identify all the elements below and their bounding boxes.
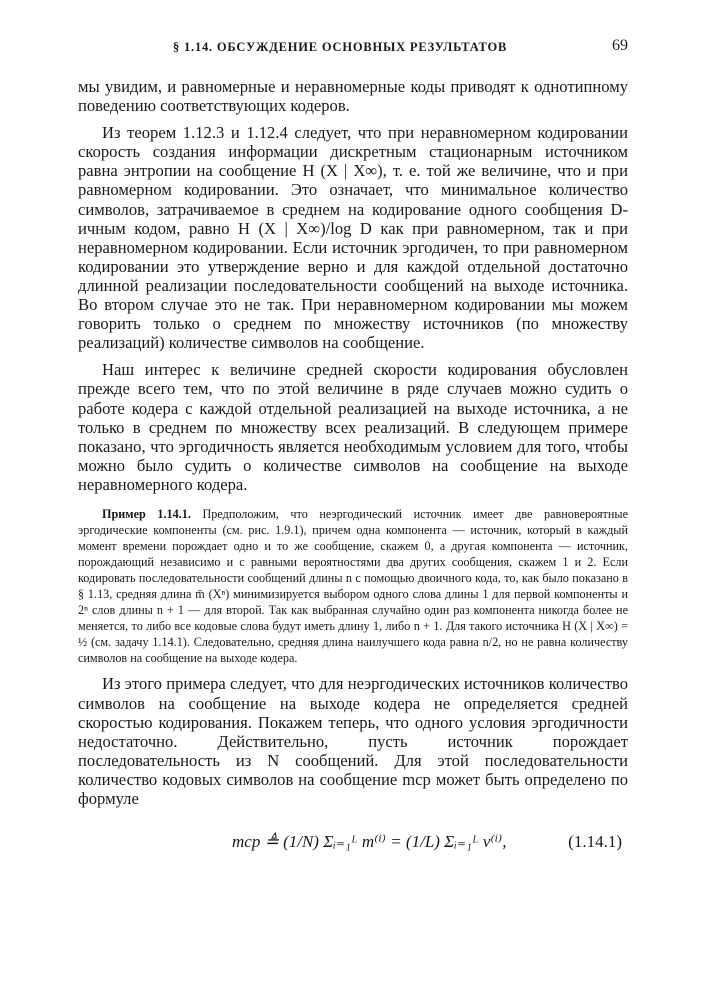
formula-expression: mср ≜ (1/N) Σᵢ₌₁ᴸ m⁽ⁱ⁾ = (1/L) Σᵢ₌₁ᴸ ν⁽ⁱ⁾, (232, 832, 507, 852)
paragraph: Из теорем 1.12.3 и 1.12.4 следует, что при неравномерном кодировании скорость создания информации дискретным стационарным источником равна энтропии на сообщение H (X | X∞), т. е. той же величине, что и при равномерном кодировании. Это означает, что минимальное количество символов, затрачиваемое в среднем на кодирование одного сообщения D-ичным кодом, равно H (X | X∞)/log D как при равномерном, так и при неравномерном кодировании. Если источник эргодичен, то при равномерном кодировании это утверждение верно и для каждой отдельной достаточно длинной реализации последовательности сообщений на выходе источника. Во втором случае это не так. При неравномерном кодировании мы можем говорить только о среднем по множеству источников (по множеству реализаций) количестве символов на сообщение. (78, 123, 628, 353)
example-title: Пример 1.14.1. (102, 506, 191, 521)
formula (78, 826, 628, 866)
page-number: 69 (612, 37, 628, 54)
paragraph: мы увидим, и равномерные и неравномерные коды приводят к однотипному поведению соответствующих кодеров. (78, 77, 628, 116)
equation-number: (1.14.1) (568, 832, 622, 852)
example-text: Предположим, что неэргодический источник имеет две равновероятные эргодические компоненты (см. рис. 1.9.1), причем одна компонента — источник, который в каждый момент времени порождает одно и то же сообщение, скажем 0, а другая компонента — источник, порождающий независимо и с равными вероятностями два других сообщения, скажем 1 и 2. Если кодировать последовательности сообщений длины n с помощью двоичного кода, то, как было показано в § 1.13, средняя длина m̄ (Xⁿ) минимизируется выбором одного слова длины 1 для первой компоненты и 2ⁿ слов длины n + 1 — для второй. Так как выбранная случайно один раз компонента никогда более не меняется, то либо все кодовые слова будут иметь длину 1, либо n + 1. Для такого источника H (X | X∞) = ½ (см. задачу 1.14.1). Следовательно, средняя длина наилучшего кода равна n/2, но не равна количеству символов на сообщение на выходе кодера. (78, 506, 628, 666)
paragraph: Из этого примера следует, что для неэргодических источников количество символов на сообщение на выходе кодера не определяется средней скоростью кодирования. Покажем теперь, что одного условия эргодичности недостаточно. Действительно, пусть источник порождает последовательность из N сообщений. Для этой последовательности количество кодовых символов на сообщение mср может быть определено по формуле (78, 674, 628, 808)
running-header (78, 36, 628, 58)
example-block (78, 506, 628, 666)
page-body (78, 77, 628, 866)
paragraph: Наш интерес к величине средней скорости кодирования обусловлен прежде всего тем, что по этой величине в ряде случаев можно судить о работе кодера с каждой отдельной реализацией на выходе источника, а не только в среднем по множеству всех реализаций. В следующем примере показано, что эргодичность является необходимым условием для того, чтобы можно было судить о количестве символов на сообщение на выходе неравномерного кодера. (78, 360, 628, 494)
section-title: § 1.14. ОБСУЖДЕНИЕ ОСНОВНЫХ РЕЗУЛЬТАТОВ (173, 40, 508, 54)
